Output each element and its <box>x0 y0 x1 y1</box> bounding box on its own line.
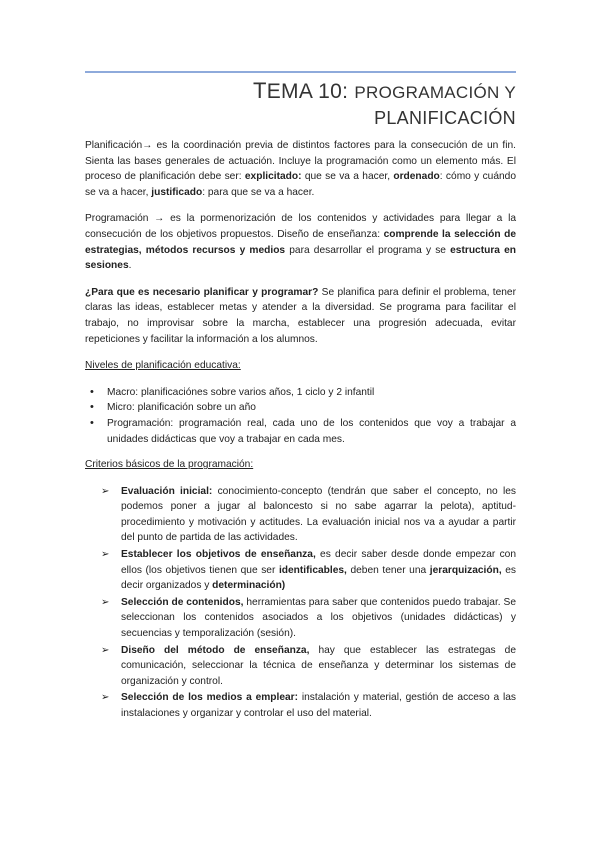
page-title-line2: PLANIFICACIÓN <box>374 108 516 128</box>
list-item <box>101 547 516 594</box>
text: Planificación→ es la coordinación previa de distintos factores para la consecución de un fin. Sienta las bases generales de actuación. Incluye la programación como un elemento más. El proceso de planificación debe ser: <box>85 140 516 183</box>
arrow-bullet-icon: ➢ <box>101 644 110 656</box>
title-smallcaps: PROGRAMACIÓN Y <box>354 83 516 102</box>
text: instalación y material, gestión de acceso a las instalaciones y organizar y controlar el uso del material. <box>121 692 516 719</box>
list-item <box>101 595 517 642</box>
bold-text: Establecer los objetivos de enseñanza, <box>121 549 316 561</box>
paragraph-planificacion <box>85 138 516 200</box>
title-text: EMA 10: <box>266 80 355 103</box>
text: Programación → es la pormenorización de los contenidos y actividades para llegar a la consecución de los objetivos propuestos. Diseño de enseñanza: <box>85 213 516 240</box>
list-item: • Macro: planificaciónes sobre varios años, 1 ciclo y 2 infantil <box>107 385 516 401</box>
bold-text: determinación) <box>212 580 286 592</box>
bold-text: explicitado: <box>244 171 302 183</box>
arrow-bullet-icon: ➢ <box>101 692 110 704</box>
text: es decir organizados y <box>121 564 516 592</box>
text: es decir saber desde donde empezar con ellos (los objetivos tienen que ser <box>121 549 516 576</box>
arrow-bullet-icon: ➢ <box>101 596 110 608</box>
title-initial: T <box>252 78 267 103</box>
bold-text: ordenado <box>393 171 440 183</box>
list-item: • Programación: programación real, cada uno de los contenidos que voy a trabajar a unidades didácticas que voy a trabajar en cada mes. <box>107 416 516 447</box>
bold-text: justificado <box>151 186 203 198</box>
list-item <box>101 643 516 690</box>
arrow-bullet-icon: ➢ <box>101 549 110 561</box>
bold-text: estructura en sesiones <box>85 244 516 272</box>
text: . <box>128 260 132 272</box>
bold-text: identificables, <box>278 564 347 576</box>
list-item <box>101 690 516 721</box>
niveles-list <box>85 385 516 447</box>
bold-text: comprende la selección de estrategias, métodos recursos y medios <box>85 228 516 256</box>
criterios-heading: Criterios básicos de la programación: <box>85 459 254 471</box>
document-body <box>85 138 516 723</box>
bold-text: Selección de contenidos, <box>121 596 244 608</box>
paragraph-porque <box>85 285 516 347</box>
text: conocimiento-concepto (tendrán que saber el concepto, no les podemos poner a jugar al baloncesto si no sabe agarrar la pelota), aptitud-procedimiento y motivación y actitudes. La evaluación inicial nos va a ayudar a partir del punto de partida de las actividades. <box>121 485 516 544</box>
niveles-heading: Niveles de planificación educativa: <box>85 360 241 372</box>
criterios-list <box>85 484 516 722</box>
list-item <box>101 484 516 546</box>
text: herramientas para saber que contenidos puedo trabajar. Se seleccionan los contenidos asociados a los objetivos (unidades didácticas) y secuencias y temporalización (sesión). <box>121 596 517 640</box>
text: hay que establecer las estrategas de comunicación, seleccionar la técnica de enseñanza y determinar los sistemas de organización y control. <box>121 644 516 687</box>
text: que se va a hacer, <box>301 171 394 183</box>
list-item: • Micro: planificación sobre un año <box>107 400 516 416</box>
bold-question: ¿Para que es necesario planificar y programar? <box>85 286 319 298</box>
bold-text: Selección de los medios a emplear: <box>121 692 299 704</box>
text: deben tener una <box>346 564 430 576</box>
paragraph-programacion <box>85 211 516 273</box>
page-title <box>85 78 516 104</box>
title-rule <box>85 71 516 73</box>
bold-text: Evaluación inicial: <box>121 485 213 497</box>
bold-text: Diseño del método de enseñanza, <box>121 644 310 656</box>
arrow-bullet-icon: ➢ <box>101 485 110 497</box>
text: : para que se va a hacer. <box>202 186 315 198</box>
text: : cómo y cuándo se va a hacer, <box>85 171 516 198</box>
text: Se planifica para definir el problema, tener claras las ideas, establecer metas y atender a la diversidad. Se programa para facilitar el trabajo, no improvisar sobre la marcha, establecer una progresión adecuada, evitar repeticiones y facilitar la información a los alumnos. <box>85 286 516 345</box>
bold-text: jerarquización, <box>429 564 502 576</box>
text: para desarrollar el programa y se <box>285 244 451 256</box>
